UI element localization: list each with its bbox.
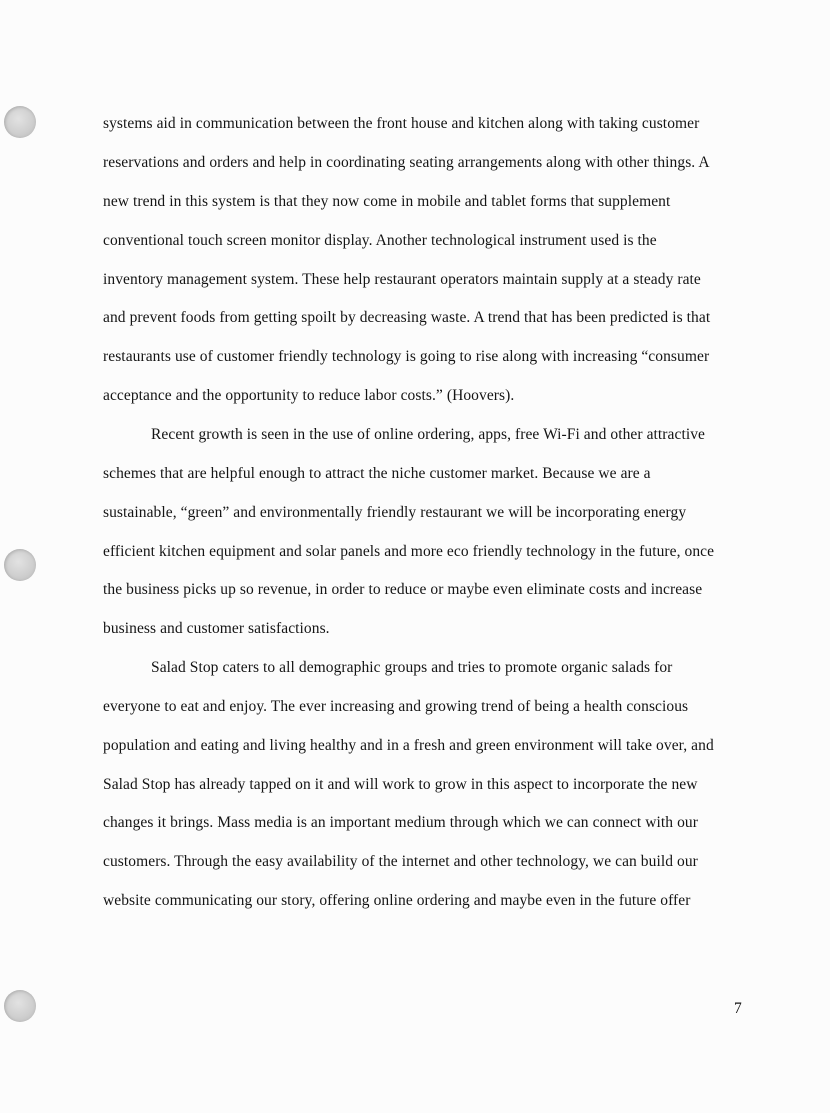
text-line: restaurants use of customer friendly technology is going to rise along with increasing “consumer [103, 348, 710, 365]
page-number: 7 [734, 1000, 742, 1017]
text-line: reservations and orders and help in coordinating seating arrangements along with other things. A [103, 154, 710, 171]
text-line: website communicating our story, offering online ordering and maybe even in the future offer [103, 892, 691, 909]
text-line: business and customer satisfactions. [103, 620, 330, 637]
text-line: everyone to eat and enjoy. The ever increasing and growing trend of being a health conscious [103, 698, 689, 715]
text-line: population and eating and living healthy and in a fresh and green environment will take over, and [103, 737, 714, 754]
text-line: schemes that are helpful enough to attract the niche customer market. Because we are a [103, 465, 651, 482]
punch-hole-top [4, 106, 36, 138]
text-line: and prevent foods from getting spoilt by decreasing waste. A trend that has been predicted is that [103, 309, 711, 326]
paragraph-first-line: Recent growth is seen in the use of online ordering, apps, free Wi-Fi and other attractive [151, 426, 705, 443]
text-line: inventory management system. These help restaurant operators maintain supply at a steady rate [103, 271, 701, 288]
text-line: customers. Through the easy availability of the internet and other technology, we can build our [103, 853, 698, 870]
punch-hole-bottom [4, 990, 36, 1022]
text-line: efficient kitchen equipment and solar panels and more eco friendly technology in the future, once [103, 543, 715, 560]
text-line: sustainable, “green” and environmentally friendly restaurant we will be incorporating energy [103, 504, 687, 521]
text-line: conventional touch screen monitor display. Another technological instrument used is the [103, 232, 657, 249]
text-line: new trend in this system is that they now come in mobile and tablet forms that supplement [103, 193, 671, 210]
text-line: changes it brings. Mass media is an important medium through which we can connect with our [103, 814, 698, 831]
paragraph-first-line: Salad Stop caters to all demographic groups and tries to promote organic salads for [151, 659, 673, 676]
text-line: Salad Stop has already tapped on it and will work to grow in this aspect to incorporate the new [103, 776, 698, 793]
text-line: the business picks up so revenue, in order to reduce or maybe even eliminate costs and increase [103, 581, 703, 598]
text-line: acceptance and the opportunity to reduce labor costs.” (Hoovers). [103, 387, 515, 404]
text-line: systems aid in communication between the front house and kitchen along with taking customer [103, 115, 700, 132]
punch-hole-middle [4, 549, 36, 581]
